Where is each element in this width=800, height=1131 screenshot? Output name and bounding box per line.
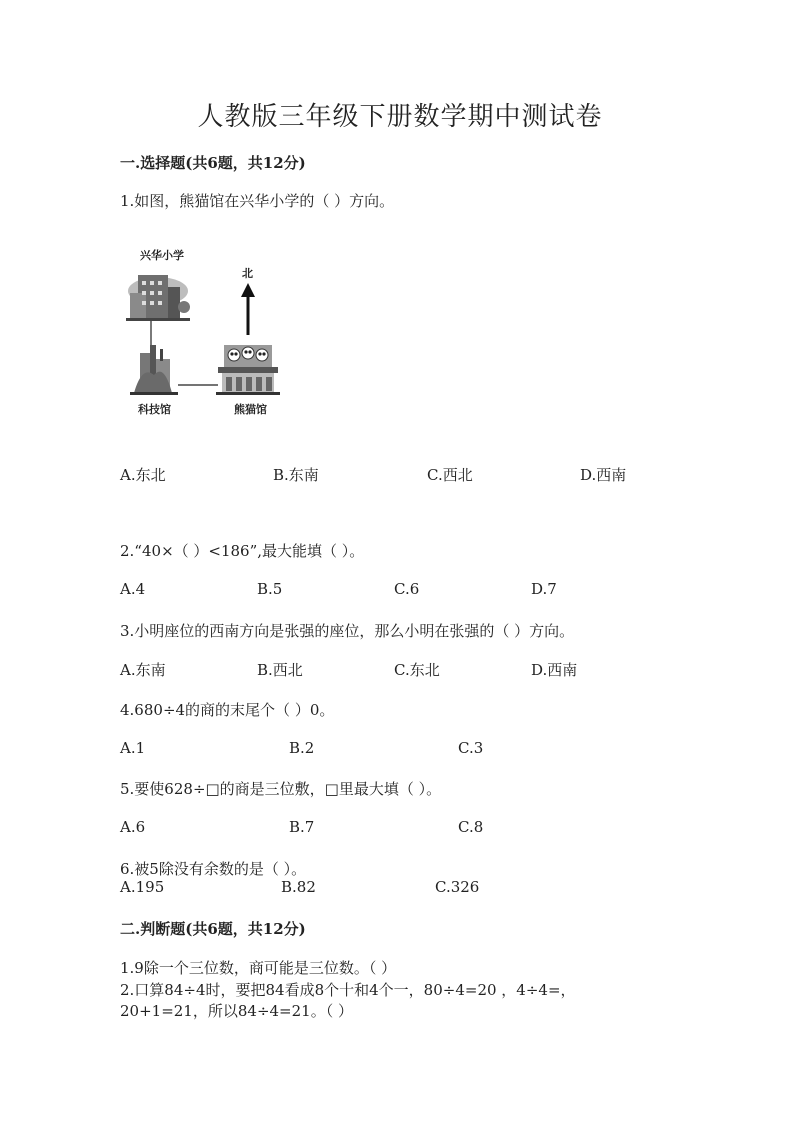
q5-option-a[interactable]: A.6 [120,818,146,836]
judgment-1: 1.9除一个三位数，商可能是三位数。（ ） [120,959,397,977]
section-heading-judgment: 二.判断题(共6题，共12分) [120,920,306,938]
q5-option-b[interactable]: B.7 [289,818,315,836]
q2-option-d[interactable]: D.7 [531,580,557,598]
north-arrow-icon [241,283,255,335]
q3-option-a[interactable]: A.东南 [120,661,166,679]
page-title: 人教版三年级下册数学期中测试卷 [197,102,603,132]
q6-option-a[interactable]: A.195 [120,878,165,896]
question-1: 1.如图，熊猫馆在兴华小学的（ ）方向。 [120,192,395,210]
q4-option-a[interactable]: A.1 [120,739,146,757]
north-label: 北 [242,268,253,280]
panda-house-icon [216,345,280,395]
q6-option-c[interactable]: C.326 [435,878,480,896]
question-2: 2.“40×（ ）<186”,最大能填（ ）。 [120,542,365,560]
q5-option-c[interactable]: C.8 [458,818,484,836]
q4-option-b[interactable]: B.2 [289,739,315,757]
question-5: 5.要使628÷□的商是三位敷，□里最大填（ ）。 [120,780,442,798]
question-3: 3.小明座位的西南方向是张强的座位，那么小明在张强的（ ）方向。 [120,622,575,640]
judgment-2-line-2: 20+1=21，所以84÷4=21。（ ） [120,1002,353,1020]
q3-option-c[interactable]: C.东北 [394,661,440,679]
judgment-2-line-1: 2.口算84÷4时，要把84看成8个十和4个一，80÷4=20 ，4÷4=， [120,981,576,999]
school-building-icon [126,275,190,321]
q4-option-c[interactable]: C.3 [458,739,484,757]
q1-option-d[interactable]: D.西南 [580,466,627,484]
question-6: 6.被5除没有余数的是（ ）。 [120,860,307,878]
q1-option-a[interactable]: A.东北 [120,466,166,484]
question-4: 4.680÷4的商的末尾个（ ）0。 [120,701,335,719]
q1-option-b[interactable]: B.东南 [273,466,319,484]
direction-map-svg [120,245,290,420]
science-label: 科技馆 [138,404,171,416]
q6-option-b[interactable]: B.82 [281,878,316,896]
q3-option-d[interactable]: D.西南 [531,661,578,679]
q3-option-b[interactable]: B.西北 [257,661,303,679]
q2-option-b[interactable]: B.5 [257,580,283,598]
q1-option-c[interactable]: C.西北 [427,466,473,484]
q2-option-c[interactable]: C.6 [394,580,420,598]
q2-option-a[interactable]: A.4 [120,580,146,598]
section-heading-choice: 一.选择题(共6题，共12分) [120,154,306,172]
school-label: 兴华小学 [140,250,184,262]
science-building-icon [130,345,178,395]
panda-label: 熊猫馆 [234,404,267,416]
direction-figure [120,245,290,420]
